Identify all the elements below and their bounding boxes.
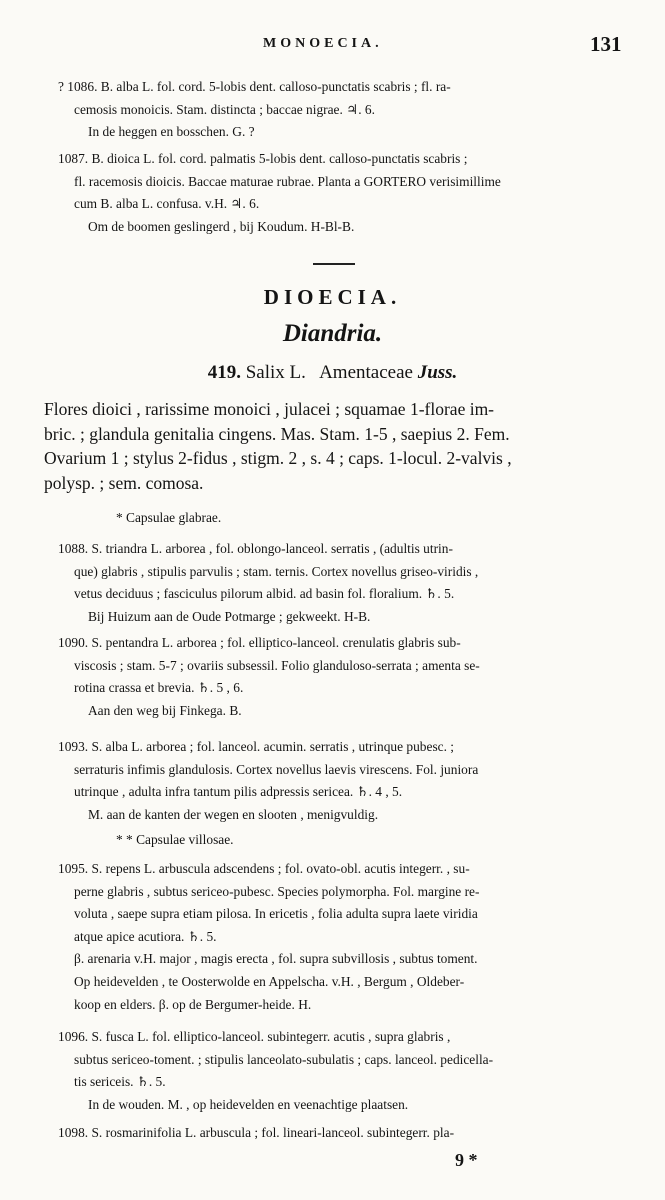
entry-line: 1087. B. dioica L. fol. cord. palmatis 5-lobis dent. calloso-punctatis scabris ; bbox=[58, 151, 468, 166]
entry-text: 1098. S. rosmarinifolia L. arbuscula ; fol. lineari-lanceol. subintegerr. pla- bbox=[58, 1125, 455, 1140]
locality-note: In de heggen en bosschen. G. ? bbox=[88, 124, 255, 140]
locality-note: Bij Huizum aan de Oude Potmarge ; gekweekt. H-B. bbox=[88, 608, 371, 624]
locality-note: In de wouden. M. , op heidevelden en veenachtige plaatsen. bbox=[88, 1096, 409, 1112]
entry-line: cum B. alba L. confusa. v.H. ♃. 6. bbox=[74, 196, 260, 212]
description-line: Ovarium 1 ; stylus 2-fidus , stigm. 2 , s. 4 ; caps. 1-locul. 2-valvis , bbox=[44, 448, 512, 468]
entry-line: fl. racemosis dioicis. Baccae maturae rubrae. Planta a GORTERO verisimillime bbox=[74, 173, 501, 189]
variety-note: β. arenaria v.H. major , magis erecta , fol. supra subvillosis , subtus toment. Op heidevelden , te Oosterwolde en Appelscha. v.H. , Bergum , Oldeber- koop en elders. β. op de Bergumer-heide. H. bbox=[74, 951, 478, 1012]
locality-note: M. aan de kanten der wegen en slooten , menigvuldig. bbox=[88, 806, 379, 822]
species-entry-1098 bbox=[58, 1122, 628, 1145]
locality-note: Aan den weg bij Finkega. B. bbox=[88, 702, 242, 718]
genus-number: 419. bbox=[207, 362, 241, 383]
species-entry-1093 bbox=[58, 736, 628, 826]
species-entry-1090 bbox=[58, 632, 628, 722]
page-number: 131 bbox=[590, 32, 622, 56]
description-line: Flores dioici , rarissime monoici , julacei ; squamae 1-florae im- bbox=[44, 399, 495, 419]
entry-text: 1088. S. triandra L. arborea , fol. oblongo-lanceol. serratis , (adultis utrin- que) glabris , stipulis parvulis ; stam. ternis. Cortex novellus griseo-viridis , vetus deciduus ; fasciculus pilorum albid. ad basin fol. floralium. ♄. 5. bbox=[58, 541, 479, 602]
running-title: MONOECIA. bbox=[263, 36, 383, 51]
entry-line: ? 1086. B. alba L. fol. cord. 5-lobis dent. calloso-punctatis scabris ; fl. ra- bbox=[58, 79, 451, 94]
class-heading: DIOECIA. bbox=[263, 285, 402, 309]
entry-text: 1096. S. fusca L. fol. elliptico-lanceol. subintegerr. acutis , supra glabris , subtus sericeo-toment. ; stipulis lanceolato-subulatis ; caps. lanceol. pedicella- tis sericeis. ♄. 5. bbox=[58, 1029, 494, 1090]
entry-text bbox=[58, 76, 628, 121]
section-heading-glabrae: * Capsulae glabrae. bbox=[116, 510, 222, 525]
entry-text: 1093. S. alba L. arborea ; fol. lanceol. acumin. serratis , utrinque pubesc. ; serraturis infimis glandulosis. Cortex novellus laevis virescens. Fol. juniora utrinque , adulta infra tantum pilis adpressis sericea. ♄. 4 , 5. bbox=[58, 739, 479, 800]
section-heading-villosae: * * Capsulae villosae. bbox=[116, 832, 234, 847]
description-line: bric. ; glandula genitalia cingens. Mas. Stam. 1-5 , saepius 2. Fem. bbox=[44, 423, 510, 444]
species-entry-1086 bbox=[58, 76, 628, 144]
section-divider bbox=[313, 263, 355, 265]
species-entry-1087 bbox=[58, 148, 628, 238]
entry-text bbox=[58, 148, 628, 216]
description-line: polysp. ; sem. comosa. bbox=[44, 472, 204, 493]
order-heading: Diandria. bbox=[282, 320, 383, 347]
family-name: Amentaceae Juss. bbox=[319, 362, 458, 383]
entry-line: cemosis monoicis. Stam. distincta ; baccae nigrae. ♃. 6. bbox=[74, 101, 375, 117]
entry-text: 1095. S. repens L. arbuscula adscendens ; fol. ovato-obl. acutis integerr. , su- perne glabris , subtus sericeo-pubesc. Species polymorpha. Fol. margine re- voluta , saepe supra etiam pilosa. In ericetis , folia adulta supra laete viridia atque apice acutiora. ♄. 5. bbox=[58, 861, 480, 944]
genus-heading bbox=[0, 362, 665, 384]
entry-text: 1090. S. pentandra L. arborea ; fol. elliptico-lanceol. crenulatis glabris sub- viscosis ; stam. 5-7 ; ovariis subsessil. Folio glanduloso-serrata ; amenta se- rotina crassa et brevia. ♄. 5 , 6. bbox=[58, 635, 480, 696]
genus-name: Salix L. bbox=[245, 362, 306, 383]
signature-mark: 9 * bbox=[455, 1150, 478, 1170]
running-header bbox=[0, 34, 665, 58]
genus-description bbox=[44, 397, 634, 495]
locality-note: Om de boomen geslingerd , bij Koudum. H-Bl-B. bbox=[88, 218, 355, 234]
species-entry-1095 bbox=[58, 858, 628, 1016]
species-entry-1096 bbox=[58, 1026, 628, 1116]
species-entry-1088 bbox=[58, 538, 628, 628]
